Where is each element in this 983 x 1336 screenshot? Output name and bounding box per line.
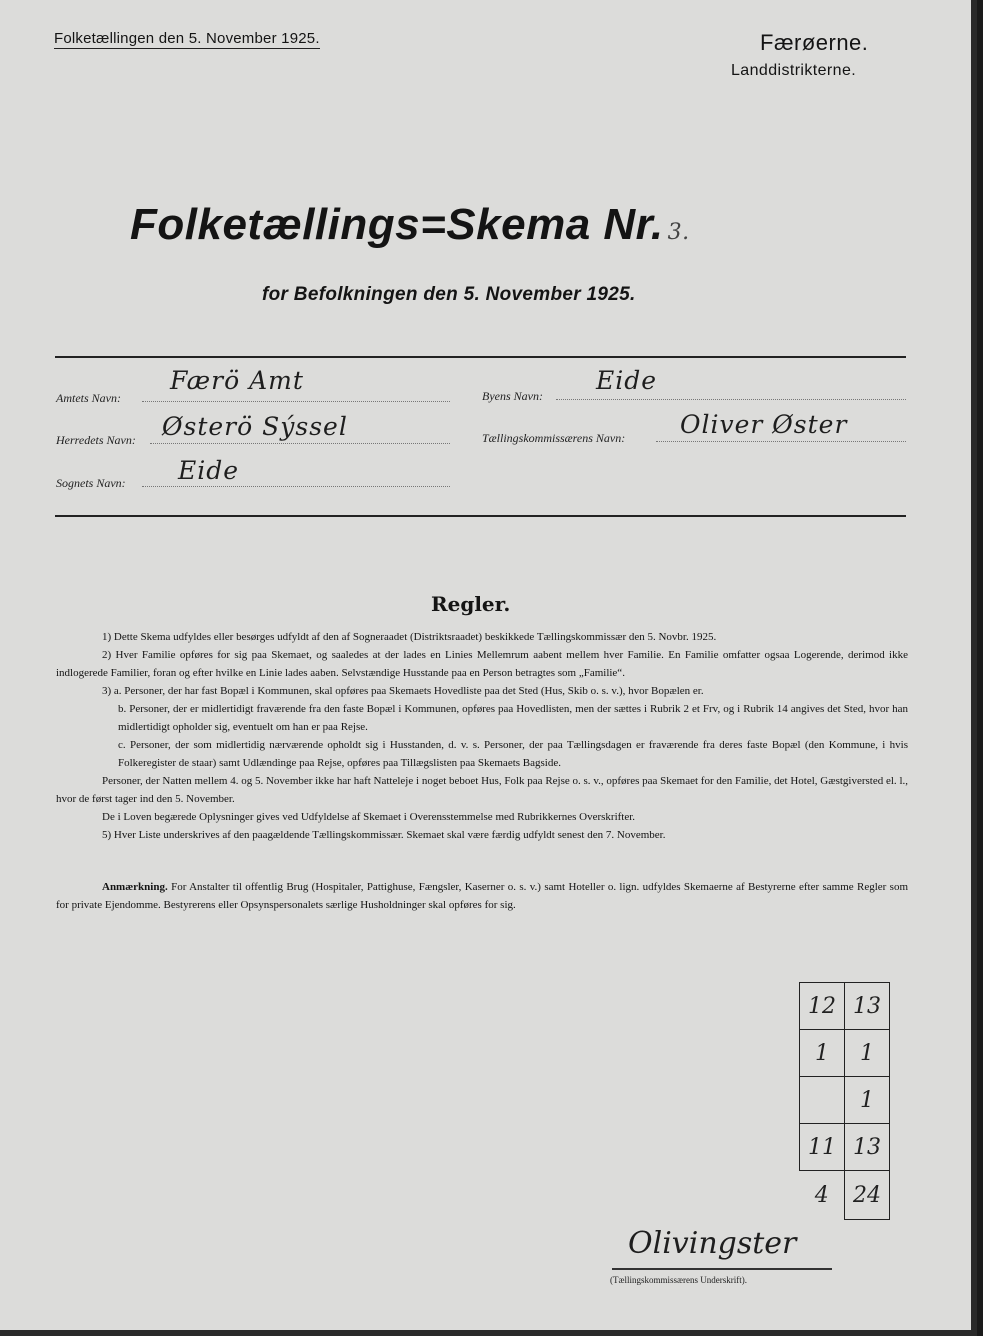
by-line <box>556 398 906 400</box>
tally-total-cell: 24 <box>845 1171 890 1220</box>
herred-value: Østerö Sýssel <box>162 412 348 441</box>
tally-cell <box>800 1077 845 1124</box>
signature: Olivingster <box>628 1226 797 1261</box>
rule-3a: 3) a. Personer, der har fast Bopæl i Kommunen, skal opføres paa Skemaets Hovedliste paa det Sted (Hus, Skib o. s. v.), hvor Bopælen er. <box>102 685 704 697</box>
amt-value: Færö Amt <box>170 366 304 395</box>
header-district-type: Landdistrikterne. <box>731 62 857 79</box>
rule-2: 2) Hver Familie opføres for sig paa Skemaet, og saaledes at der lades en Linies Mellemrum aabent mellem hver Familie. En Familie omfatter ogsaa Logerende, derimod ikke indlogerede Familier, foran og efter hvilke en Linie lades aaben. Selvstændige Husstande paa en Person betragtes som „Familie“. <box>56 649 908 679</box>
tally-cell: 11 <box>800 1124 845 1171</box>
tally-total-row <box>800 1171 890 1220</box>
header-region: Færøerne. <box>760 30 869 55</box>
herred-label: Herredets Navn: <box>56 433 136 447</box>
kommissaer-value: Oliver Øster <box>680 410 848 439</box>
amt-line <box>142 400 450 402</box>
signature-line <box>612 1268 832 1270</box>
header-census-date: Folketællingen den 5. November 1925. <box>54 30 320 47</box>
tally-cell: 1 <box>800 1030 845 1077</box>
tally-total-cell: 4 <box>814 1182 829 1208</box>
remark-label: Anmærkning. <box>102 881 168 893</box>
signature-caption: (Tællingskommissærens Underskrift). <box>610 1275 747 1285</box>
kommissaer-line <box>656 440 906 442</box>
sogn-label: Sognets Navn: <box>56 476 126 490</box>
tally-cell: 1 <box>845 1030 890 1077</box>
form-subtitle: for Befolkningen den 5. November 1925. <box>262 284 636 305</box>
remark-block <box>56 878 908 914</box>
rule-5: 5) Hver Liste underskrives af den paagældende Tællingskommissær. Skemaet skal være færdig udfyldt senest den 7. November. <box>102 829 666 841</box>
form-title <box>130 200 690 250</box>
rules-text <box>56 628 908 844</box>
form-title-text: Folketællings=Skema Nr. <box>130 200 664 249</box>
kommissaer-label: Tællingskommissærens Navn: <box>482 431 626 445</box>
amt-label: Amtets Navn: <box>56 391 121 405</box>
divider-top <box>55 356 906 358</box>
tally-row <box>800 1077 890 1124</box>
remark-text: For Anstalter til offentlig Brug (Hospitaler, Pattighuse, Fængsler, Kaserner o. s. v.) samt Hoteller o. lign. udfyldes Skemaerne af Bestyrerne efter samme Regler som for private Ejendomme. Bestyrerens eller Opsynspersonalets særlige Husholdninger skal opføres for sig. <box>56 881 909 911</box>
divider-bottom <box>55 515 906 517</box>
by-label: Byens Navn: <box>482 389 543 403</box>
tally-row <box>800 983 890 1030</box>
sogn-value: Eide <box>178 456 240 485</box>
tally-row <box>800 1124 890 1171</box>
rule-1: 1) Dette Skema udfyldes eller besørges udfyldt af den af Sogneraadet (Distriktsraadet) beskikkede Tællingskommissær den 5. Novbr. 1925. <box>102 631 717 643</box>
rule-4: Personer, der Natten mellem 4. og 5. November ikke har haft Natteleje i noget beboet Hus, Folk paa Rejse o. s. v., opføres paa Skemaet for den Familie, det Hotel, Gæstgiversted el. l., hvor de først tager ind den 5. November. <box>56 775 908 805</box>
tally-table <box>799 982 890 1220</box>
tally-cell: 13 <box>845 983 890 1030</box>
by-value: Eide <box>596 366 658 395</box>
rule-4b: De i Loven begærede Oplysninger gives ved Udfyldelse af Skemaet i Overensstemmelse med Rubrikkernes Overskrifter. <box>102 811 636 823</box>
tally-cell: 1 <box>845 1077 890 1124</box>
tally-cell: 12 <box>800 983 845 1030</box>
sogn-line <box>142 485 450 487</box>
rule-3c: c. Personer, der som midlertidig nærværende opholdt sig i Husstanden, d. v. s. Personer, der paa Tællingsdagen er fraværende fra deres faste Bopæl (den Kommune, i hvis Folkeregister de staar) samt Udlændinge paa Rejse, opføres paa Tillægslisten paa Skemaets Bagside. <box>118 739 908 769</box>
tally-row <box>800 1030 890 1077</box>
rule-3b: b. Personer, der er midlertidigt fraværende fra den faste Bopæl i Kommunen, opføres paa Hovedlisten, men der sættes i Rubrik 2 et Frv, og i Rubrik 14 angives det Sted, hvor han midlertidigt opholder sig, eventuelt om han er paa Rejse. <box>118 703 908 733</box>
tally-cell: 13 <box>845 1124 890 1171</box>
herred-line <box>150 442 450 444</box>
form-number: 3. <box>667 220 690 245</box>
rules-heading: Regler. <box>431 592 511 616</box>
